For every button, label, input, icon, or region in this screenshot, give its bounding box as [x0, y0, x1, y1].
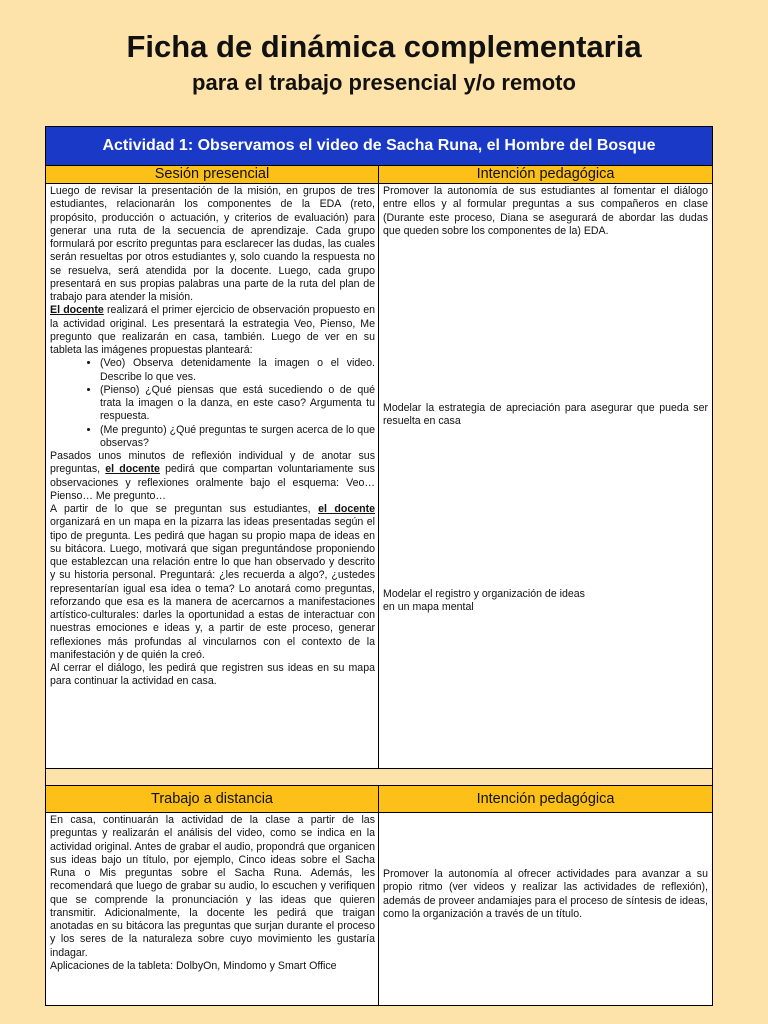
header-trabajo-a-distancia: Trabajo a distancia: [46, 786, 379, 813]
docente-highlight: el docente: [105, 463, 160, 476]
strategy-list: [50, 357, 375, 450]
section-gap: [46, 769, 713, 786]
activity-table: [45, 126, 713, 1006]
docente-highlight: el docente: [318, 503, 375, 515]
intencion-1: Promover la autonomía de sus estudiantes al fomentar el diálogo entre ellos y al formular preguntas a sus compañeros en clase (Durante este proceso, Diana se asegurará de abordar las dudas que queden sobre los componentes de la) EDA.: [383, 185, 708, 237]
intencion-content-1: [379, 184, 713, 769]
intencion-3: Modelar el registro y organización de ideas en un mapa mental: [383, 588, 585, 614]
intencion-content-2: [379, 813, 713, 1006]
header-intencion-pedagogica-2: Intención pedagógica: [379, 786, 713, 813]
page-subtitle: para el trabajo presencial y/o remoto: [192, 70, 576, 95]
sesion-presencial-content: [46, 184, 379, 769]
docente-highlight: El docente: [50, 304, 104, 317]
paragraph-distancia-1: En casa, continuarán la actividad de la clase a partir de las preguntas y realizarán el análisis del video, como se indica en la actividad original. Antes de grabar el audio, propondrá que organicen sus ideas bajo un título, por ejemplo, Cinco ideas sobre el Sacha Runa o Mis preguntas sobre el Sacha Runa. Además, les recomendará que luego de grabar su audio, lo escuchen y verifiquen que se comprende la pronunciación y las ideas que quieren transmitir. Adicionalmente, la docente les pedirá que traigan anotadas en su bitácora las preguntas que surjan durante el proceso y los seres de la naturaleza sobre cuyo movimiento les gustaría indagar.: [50, 814, 375, 959]
page-title: Ficha de dinámica complementaria: [126, 29, 642, 64]
list-item: • (Pienso) ¿Qué piensas que está sucediendo o de qué trata la imagen o la danza, en este caso? Argumenta tu respuesta.: [100, 384, 375, 424]
paragraph-5: Al cerrar el diálogo, les pedirá que registren sus ideas en su mapa para continuar la actividad en casa.: [50, 662, 375, 688]
paragraph-1: Luego de revisar la presentación de la misión, en grupos de tres estudiantes, relacionarán los componentes de la EDA (reto, propósito, producción o actuación, y criterios de evaluación) para generar una ruta de la secuencia de aprendizaje. Cada grupo formulará por escrito preguntas para esclarecer las dudas, las cuales serán resueltas por otros estudiantes y, solo cuando la respuesta no se resuelva, será atendida por la docente. Luego, cada grupo presentará en sus propias palabras una parte de la ruta del plan de trabajo para atender la misión.: [50, 185, 375, 303]
activity-title: Actividad 1: Observamos el video de Sacha Runa, el Hombre del Bosque: [46, 127, 713, 166]
header-sesion-presencial: Sesión presencial: [46, 166, 379, 184]
header-intencion-pedagogica-1: Intención pedagógica: [379, 166, 713, 184]
intencion-2: Modelar la estrategia de apreciación para asegurar que pueda ser resuelta en casa: [383, 402, 708, 428]
paragraph-3: Pasados unos minutos de reflexión individual y de anotar sus preguntas, el docente pedirá que compartan voluntariamente sus observaciones y reflexiones oralmente bajo el esquema: Veo… Pienso… Me pregunto…: [50, 450, 375, 502]
list-item: • (Veo) Observa detenidamente la imagen o el video. Describe lo que ves.: [100, 357, 375, 384]
paragraph-2: El docente realizará el primer ejercicio de observación propuesto en la actividad original. Les presentará la estrategia Veo, Pienso, Me pregunto que realizarán en casa, también. Luego de ver en su tableta las imágenes propuestas planteará:: [50, 304, 375, 356]
trabajo-distancia-content: [46, 813, 379, 1006]
intencion-distancia: Promover la autonomía al ofrecer actividades para avanzar a su propio ritmo (ver videos y realizar las actividades de reflexión), además de proveer andamiajes para el proceso de síntesis de ideas, como la organización a través de un título.: [383, 868, 708, 920]
paragraph-4: A partir de lo que se preguntan sus estudiantes, el docente organizará en un mapa en la pizarra las ideas presentadas según el tipo de pregunta. Les pedirá que hagan su propio mapa de ideas en su bitácora. Luego, motivará que sigan preguntándose proponiendo que establezcan una relación entre lo que han observado y descrito y su historia personal. Preguntará: ¿les recuerda a algo?, ¿ustedes representarían igual esa idea o tema? Lo anotará como preguntas, reforzando que esa es la manera de acercarnos a manifestaciones artístico-culturales: darles la oportunidad a estas de interactuar con nuestras emociones e ideas y, a partir de este proceso, generar reflexiones más profundas al vincularnos con el contexto de la manifestación y de quién la creó.: [50, 503, 375, 661]
list-item: • (Me pregunto) ¿Qué preguntas te surgen acerca de lo que observas?: [100, 424, 375, 451]
paragraph-distancia-2: Aplicaciones de la tableta: DolbyOn, Mindomo y Smart Office: [50, 959, 337, 972]
